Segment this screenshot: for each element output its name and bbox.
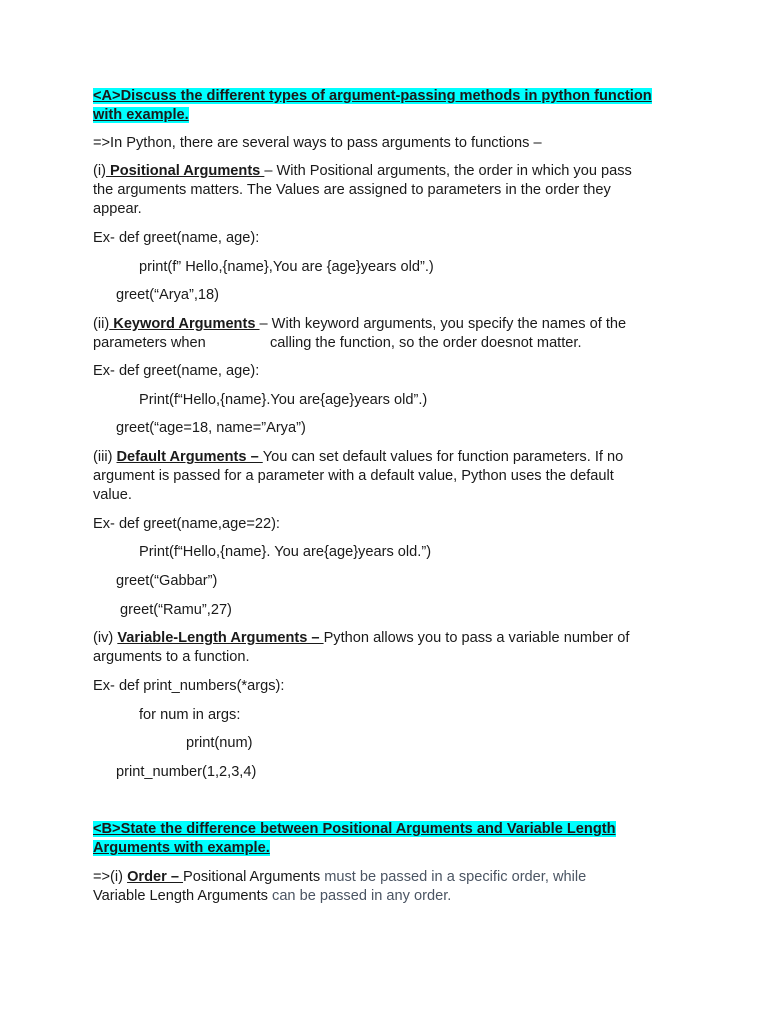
variable-example-line4: print_number(1,2,3,4) (116, 764, 257, 780)
question-a-heading-2: with example. (93, 107, 189, 123)
keyword-example-line1: Ex- def greet(name, age): (93, 363, 260, 379)
positional-prefix: (i) (93, 163, 106, 179)
positional-desc-line2: the arguments matters. The Values are assigned to parameters in the order they (93, 182, 611, 198)
answer-b-part3: Variable Length Arguments (93, 888, 268, 904)
variable-desc-line1 (93, 629, 629, 648)
keyword-term: Keyword Arguments (109, 316, 260, 332)
default-example-line3: greet(“Gabbar”) (116, 573, 218, 589)
answer-b-term: Order – (127, 869, 184, 885)
question-b-line1 (93, 820, 616, 839)
variable-term: Variable-Length Arguments – (117, 630, 324, 646)
answer-b-part1: Positional Arguments (183, 869, 321, 885)
positional-desc-line3: appear. (93, 201, 142, 217)
answer-b-prefix: =>(i) (93, 869, 128, 885)
question-b-line2 (93, 839, 270, 858)
positional-desc1: – With Positional arguments, the order in which you pass (264, 163, 632, 179)
keyword-prefix: (ii) (93, 316, 110, 332)
keyword-desc-line2a: parameters when (93, 335, 206, 351)
question-a-heading-1: <A>Discuss the different types of argument-passing methods in python function (93, 88, 652, 104)
answer-b-line2 (93, 887, 451, 906)
positional-example-line1: Ex- def greet(name, age): (93, 230, 260, 246)
default-desc-line3: value. (93, 487, 132, 503)
default-desc1: You can set default values for function parameters. If no (262, 449, 624, 465)
answer-b-part4: can be passed in any order. (267, 888, 452, 904)
variable-prefix: (iv) (93, 630, 118, 646)
keyword-example-line3: greet(“age=18, name=”Arya”) (116, 420, 306, 436)
variable-desc1: Python allows you to pass a variable number of (323, 630, 630, 646)
default-example-line1: Ex- def greet(name,age=22): (93, 516, 280, 532)
question-b-heading-2: Arguments with example. (93, 840, 270, 856)
variable-example-line2: for num in args: (139, 707, 241, 723)
variable-example-line1: Ex- def print_numbers(*args): (93, 678, 285, 694)
variable-desc-line2: arguments to a function. (93, 649, 250, 665)
question-b-heading-1: <B>State the difference between Positional Arguments and Variable Length (93, 821, 616, 837)
keyword-desc-line1 (93, 315, 626, 334)
question-a-line1 (93, 87, 652, 106)
positional-term: Positional Arguments (105, 163, 265, 179)
positional-example-line3: greet(“Arya”,18) (116, 287, 219, 303)
positional-desc-line1 (93, 162, 632, 181)
question-a-line2 (93, 106, 189, 125)
keyword-example-line2: Print(f“Hello,{name}.You are{age}years old”.) (139, 392, 428, 408)
default-desc-line2: argument is passed for a parameter with a default value, Python uses the default (93, 468, 614, 484)
default-example-line2: Print(f“Hello,{name}. You are{age}years old.”) (139, 544, 432, 560)
default-term: Default Arguments – (116, 449, 263, 465)
default-desc-line1 (93, 448, 623, 467)
keyword-desc1: – With keyword arguments, you specify the names of the (259, 316, 627, 332)
variable-example-line3: print(num) (186, 735, 253, 751)
keyword-desc-line2b: calling the function, so the order doesnot matter. (270, 335, 582, 351)
answer-b-part2: must be passed in a specific order, while (320, 869, 587, 885)
positional-example-line2: print(f” Hello,{name},You are {age}years old”.) (139, 259, 434, 275)
default-example-line4: greet(“Ramu”,27) (120, 602, 232, 618)
default-prefix: (iii) (93, 449, 117, 465)
answer-b-line1 (93, 868, 586, 887)
intro-text: =>In Python, there are several ways to pass arguments to functions – (93, 135, 542, 151)
